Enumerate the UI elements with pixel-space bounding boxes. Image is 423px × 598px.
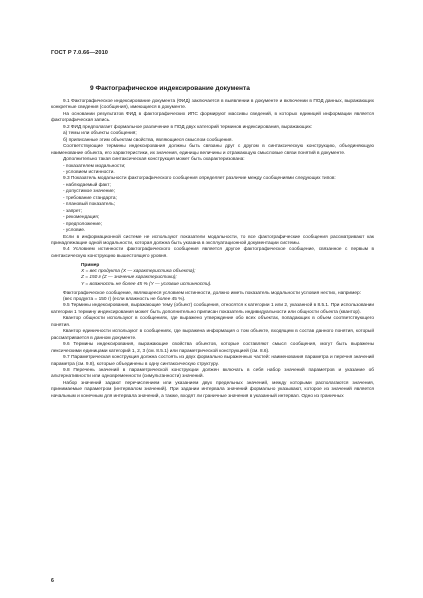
list-item: - плановый показатель; bbox=[63, 202, 115, 208]
list-item: - рекомендация; bbox=[63, 215, 100, 221]
paragraph: а) темы или объекты сообщения; bbox=[63, 131, 137, 137]
example-line: Z = 150 г (Z — значение характеристики); bbox=[81, 275, 177, 281]
paragraph: Дополнительно такая синтаксическая конструкция может быть охарактеризована: bbox=[63, 157, 245, 163]
list-item: - допустимое значение; bbox=[63, 189, 115, 195]
list-item: - предположение; bbox=[63, 221, 103, 227]
paragraph: 9.4 Условием истинности фактографического сообщения является другое фактографическое сообщение, связанное с первым в синтаксическую конструкцию вышестоящего уровня. bbox=[51, 247, 374, 259]
paragraph: Набор значений задают перечислением или указанием двух предельных значений, между которыми располагаются значения, принимаемые параметром (интервалом значений). При задании интервала значений формально указывают, которое из значений является начальным и конечным для интервала значений, а также, входят ли граничные значения в указанный интервал. Одно из граничных bbox=[51, 380, 374, 399]
paragraph: Соответствующие термины индексирования должны быть связаны друг с другом в синтаксическую конструкцию, объединяющую наименование объекта, его характеристики, их значения, единицы величины и отражающую смысловые связи понятий в документе. bbox=[51, 144, 374, 156]
paragraph: Квантор единичности используют в сообщениях, где выражена информация о том объекте, входящем в состав данного понятия, который рассматривается в данном документе. bbox=[51, 329, 374, 341]
paragraph: На основании результатов ФИД в фактографических ИПС формируют массивы сведений, в которых единицей информации является фактографическая запись. bbox=[51, 111, 374, 124]
paragraph: 9.1 Фактографическое индексирование документа (ФИД) заключается в выявлении в документе и включении в ПОД данных, выражающих конкретные сведения (сообщения), имеющиеся в документе. bbox=[51, 99, 374, 111]
list-item: - условием истинности. bbox=[63, 169, 115, 175]
document-body bbox=[51, 99, 374, 400]
paragraph: 9.8 Перечень значений в параметрической конструкции должен включать в себя набор значений параметров и указание об альтернативности или одновременности (симультанности) значений. bbox=[51, 367, 374, 380]
paragraph: б) приписанные этим объектам свойства, являющиеся смыслом сообщения. bbox=[63, 137, 233, 143]
list-item: - условие. bbox=[63, 228, 86, 234]
list-item: - показателем модальности; bbox=[63, 163, 126, 169]
list-item: - запрет; bbox=[63, 208, 82, 214]
list-item: - требование стандарта; bbox=[63, 195, 117, 201]
paragraph: Фактографическое сообщение, являющееся условием истинности, должно иметь показатель модальности условия нестих, например: bbox=[63, 290, 361, 296]
paragraph: 9.2 ФИД предполагает формальное различение в ПОД двух категорий терминов индексирования, выражающих: bbox=[63, 124, 313, 130]
paragraph: 9.6 Термины индексирования, выражающие свойства объектов, которые составляют смысл сообщения, могут быть выражены лексическими единицами категорий 1, 2, 3 (см. 8.5.1) или параметрической конструкцией (см. 8.6). bbox=[51, 342, 374, 354]
example-label: Пример bbox=[81, 262, 100, 268]
page-number: 6 bbox=[51, 578, 54, 584]
section-title: 9 Фактографическое индексирование документа bbox=[90, 85, 250, 92]
paragraph: 9.7 Параметрическая конструкция должна состоять из двух формально выраженных частей: наименования параметра и перечня значений параметра (см. 9.8), которые объединены в одну синтаксическую структуру. bbox=[51, 355, 374, 367]
paragraph: 9.3 Показатель модальности фактографического сообщения определяет различие между сообщениями следующих типов: bbox=[63, 176, 336, 182]
paragraph: (вес продукта = 150 г) (если влажность не более 45 %). bbox=[63, 296, 186, 302]
paragraph: Если в информационной системе не используют показатели модальности, то все фактографические сообщения рассматривают как принадлежащие одной модальности, которая должна быть указана в эксплуатационной документации системы. bbox=[51, 234, 374, 246]
paragraph: Квантор общности используют в сообщениях, где выражено утверждение обо всех объектах, попадающих в объем соответствующего понятия. bbox=[51, 316, 374, 328]
document-code-header: ГОСТ Р 7.0.66—2010 bbox=[51, 50, 108, 56]
example-line: X = вес продукта (X — характеристика объекта); bbox=[81, 268, 196, 274]
list-item: - наблюдаемый факт; bbox=[63, 182, 111, 188]
paragraph: 9.5 Термины индексирования, выражающие тему (объект) сообщения, относятся к категории 1 или 2, указанной в 8.5.1. При использовании категории 1 термину индексирования может быть дополнительно приписан показатель индивидуальности или общности объекта (квантор). bbox=[51, 303, 374, 315]
example-line: Y = влажность не более 45 % (Y — условие истинности). bbox=[81, 281, 212, 287]
